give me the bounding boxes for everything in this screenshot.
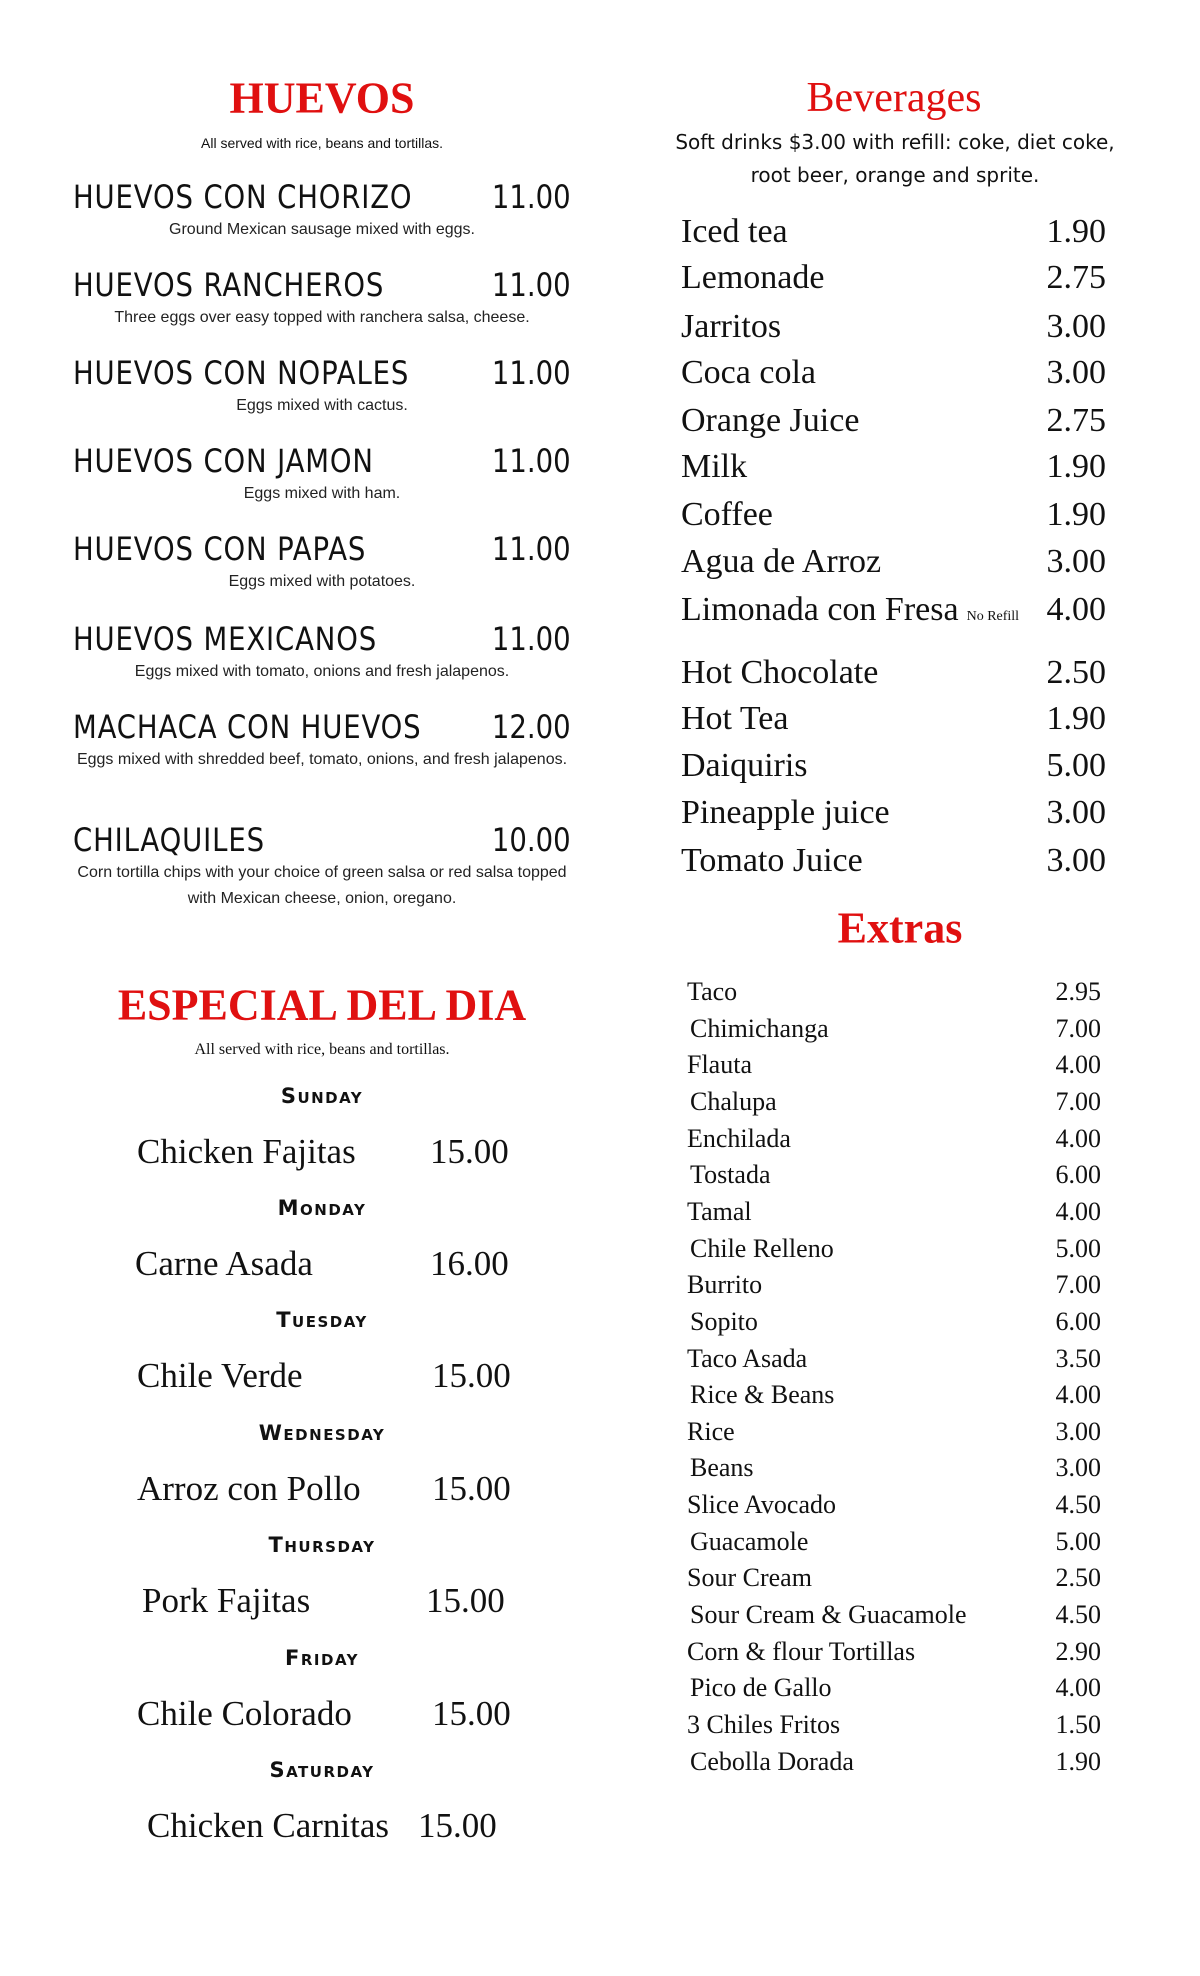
huevos-item-description: Eggs mixed with ham. [243,485,401,502]
huevos-item-name: HUEVOS CON JAMON [73,442,374,480]
beverage-price: 1.90 [1046,213,1106,250]
extra-item-name: 3 Chiles Fritos [687,1710,841,1739]
beverage-name-text: Coca cola [681,354,816,391]
extra-item-name: Beans [690,1453,754,1483]
beverage-name [681,747,808,785]
huevos-item-price: 11.00 [492,530,571,568]
beverage-name-text: Tomato Juice [681,842,863,879]
beverage-price: 2.75 [1046,402,1106,439]
extras-title: Extras [837,903,963,953]
beverage-price: 3.00 [1046,354,1106,391]
extra-item-name: Taco [687,977,738,1006]
extra-item-price: 4.00 [1055,1196,1101,1226]
beverage-name-text: Orange Juice [681,402,860,439]
extra-item-price: 4.00 [1055,1673,1101,1703]
beverage-name-text: Hot Tea [681,700,789,737]
beverage-name [681,448,747,486]
no-refill-note: No Refill [966,609,1020,624]
extra-item-name: Cebolla Dorada [690,1746,854,1776]
huevos-subtitle: All served with rice, beans and tortillas. [201,135,443,151]
beverage-name [681,591,1019,629]
beverage-name-text: Pineapple juice [681,794,890,831]
extra-item-price: 6.00 [1055,1160,1101,1190]
huevos-item-name: HUEVOS CON NOPALES [73,354,410,392]
extra-item-name: Taco Asada [687,1343,808,1373]
extra-item-name: Tamal [687,1196,752,1226]
extra-item-price: 4.00 [1055,1123,1101,1153]
special-dish-price: 15.00 [432,1469,511,1508]
huevos-item-name: HUEVOS CON PAPAS [73,530,367,568]
huevos-item-name: HUEVOS CON CHORIZO [73,178,413,216]
extra-item-price: 3.50 [1055,1343,1101,1373]
beverage-price: 2.50 [1046,654,1106,691]
extra-item-price: 3.00 [1055,1453,1101,1483]
huevos-item-price: 12.00 [492,708,571,746]
extra-item-price: 4.50 [1055,1600,1101,1630]
beverage-name [681,654,878,692]
day-label: Friday [285,1646,359,1670]
huevos-item-description: Eggs mixed with tomato, onions and fresh jalapenos. [134,663,510,680]
extra-item-name: Sour Cream & Guacamole [690,1600,967,1630]
extra-item-price: 1.90 [1055,1746,1101,1776]
special-dish-price: 15.00 [426,1581,505,1620]
beverage-name-text: Agua de Arroz [681,543,882,580]
huevos-item-description: Ground Mexican sausage mixed with eggs. [169,221,475,238]
day-label: Sunday [280,1084,364,1108]
special-dish-name: Arroz con Pollo [137,1469,361,1508]
huevos-item-price: 11.00 [492,178,571,216]
extra-item-name: Rice & Beans [690,1380,835,1410]
extra-item-price: 2.95 [1055,977,1101,1006]
beverage-price: 1.90 [1046,496,1106,533]
extra-item-price: 1.50 [1055,1710,1101,1739]
beverage-name [681,794,890,832]
extra-item-price: 4.00 [1055,1050,1101,1080]
beverage-name [681,259,825,297]
extra-item-price: 3.00 [1055,1416,1101,1446]
beverage-name [681,213,788,251]
extra-item-price: 4.50 [1055,1490,1101,1520]
beverage-price: 1.90 [1046,448,1106,485]
extra-item-price: 7.00 [1055,1086,1101,1116]
especial-subtitle: All served with rice, beans and tortillas. [194,1041,450,1058]
extra-item-name: Chimichanga [690,1013,829,1043]
extra-item-price: 5.00 [1055,1233,1101,1263]
day-label: Tuesday [276,1308,368,1332]
extra-item-price: 6.00 [1055,1306,1101,1336]
extra-item-price: 7.00 [1055,1270,1101,1300]
huevos-item-description: Eggs mixed with shredded beef, tomato, onions, and fresh jalapenos. [76,751,568,768]
extra-item-price: 4.00 [1055,1380,1101,1410]
special-dish-price: 15.00 [432,1694,511,1733]
beverage-price: 4.00 [1046,591,1106,628]
huevos-item-description: Eggs mixed with cactus. [236,397,408,414]
beverage-name-text: Lemonade [681,259,825,296]
beverages-title: Beverages [806,75,982,121]
extra-item-price: 5.00 [1055,1526,1101,1556]
huevos-item-price: 11.00 [492,266,571,304]
extra-item-name: Tostada [690,1160,771,1190]
extra-item-name: Corn & flour Tortillas [687,1636,916,1666]
huevos-title: HUEVOS [229,73,415,123]
special-dish-price: 15.00 [432,1356,511,1395]
special-dish-name: Carne Asada [135,1244,313,1283]
special-dish-name: Chile Verde [137,1356,303,1395]
huevos-item-name: MACHACA CON HUEVOS [73,708,422,746]
extra-item-name: Flauta [687,1050,752,1080]
special-dish-price: 16.00 [430,1244,509,1283]
beverage-name [681,496,773,534]
huevos-item-description: Three eggs over easy topped with ranchera salsa, cheese. [114,309,530,326]
beverages-subtitle: Soft drinks $3.00 with refill: coke, diet coke, root beer, orange and sprite. [675,130,1115,187]
extra-item-price: 7.00 [1055,1013,1101,1043]
beverage-name [681,700,788,738]
beverage-name-text: Coffee [681,496,773,533]
extra-item-name: Chalupa [690,1086,777,1116]
beverage-name [681,402,859,440]
extra-item-price: 2.50 [1055,1563,1101,1593]
day-label: Saturday [269,1758,375,1782]
huevos-item-description: Corn tortilla chips with your choice of green salsa or red salsa topped with Mexican cheese, onion, oregano. [77,864,567,907]
beverage-name-text: Limonada con Fresa [681,591,959,628]
day-label: Wednesday [258,1421,386,1445]
especial-title: ESPECIAL DEL DIA [117,980,527,1030]
extra-item-name: Chile Relleno [690,1233,834,1263]
beverage-name [681,354,816,392]
beverage-price: 3.00 [1046,308,1106,345]
extra-item-name: Guacamole [690,1526,809,1556]
beverage-price: 3.00 [1046,543,1106,580]
beverage-price: 2.75 [1046,259,1106,296]
beverage-name [681,308,781,346]
extra-item-name: Sopito [690,1306,758,1336]
special-dish-price: 15.00 [430,1132,509,1171]
special-dish-price: 15.00 [418,1806,497,1845]
special-dish-name: Pork Fajitas [142,1581,311,1620]
beverage-price: 5.00 [1046,747,1106,784]
huevos-item-price: 11.00 [492,354,571,392]
extra-item-name: Slice Avocado [687,1490,836,1520]
huevos-item-price: 11.00 [492,620,571,658]
beverage-name-text: Iced tea [681,213,788,250]
beverage-price: 3.00 [1046,794,1106,831]
huevos-item-description: Eggs mixed with potatoes. [228,573,416,590]
beverage-name-text: Jarritos [681,308,782,345]
beverage-price: 1.90 [1046,700,1106,737]
extra-item-name: Burrito [687,1270,763,1300]
beverage-price: 3.00 [1046,842,1106,879]
special-dish-name: Chicken Carnitas [147,1806,390,1845]
huevos-item-name: HUEVOS MEXICANOS [73,620,378,658]
special-dish-name: Chicken Fajitas [137,1132,356,1171]
day-label: Monday [277,1196,367,1220]
special-dish-name: Chile Colorado [137,1694,352,1733]
beverage-name-text: Daiquiris [681,747,808,784]
huevos-item-price: 10.00 [492,821,571,859]
huevos-item-name: CHILAQUILES [73,821,265,859]
huevos-item-price: 11.00 [492,442,571,480]
extra-item-name: Sour Cream [687,1563,812,1593]
beverage-name [681,842,863,880]
beverage-name-text: Hot Chocolate [681,654,879,691]
extra-item-name: Rice [687,1416,735,1446]
extra-item-name: Enchilada [687,1123,791,1153]
extra-item-name: Pico de Gallo [690,1673,832,1703]
huevos-item-name: HUEVOS RANCHEROS [73,266,385,304]
beverage-name-text: Milk [681,448,748,485]
extra-item-price: 2.90 [1055,1636,1101,1666]
day-label: Thursday [268,1533,376,1557]
beverage-name [681,543,881,581]
